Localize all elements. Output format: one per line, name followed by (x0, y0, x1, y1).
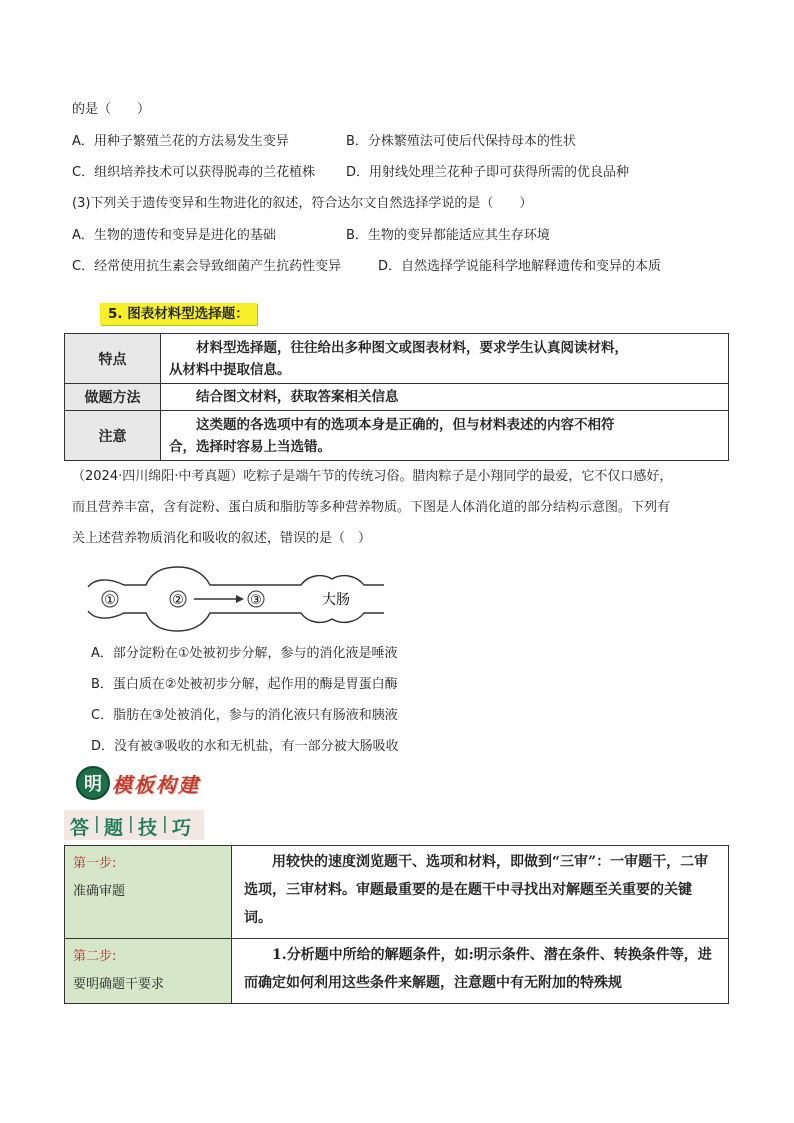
question-stem-tail: 的是（ ） (72, 102, 151, 117)
arrow-head (236, 595, 244, 603)
table-row (65, 384, 729, 411)
diagram-label-2: ② (172, 593, 184, 608)
table-row (65, 846, 729, 939)
step-text-body: 用较快的速度浏览题干、选项和材料，即做到“三审”：一审题干，二审选项，三审材料。审题最重要的是在题干中寻找出对解题至关重要的关键词。 (244, 854, 709, 926)
row-label: 注意 (65, 411, 161, 461)
step-name: 要明确题干要求 (73, 977, 165, 992)
sub-question-3: (3)下列关于遗传变异和生物进化的叙述，符合达尔文自然选择学说的是（ ） (72, 196, 533, 211)
tips-char: 巧 (172, 817, 192, 839)
row-text (161, 384, 729, 411)
diagram-label-large-intestine: 大肠 (322, 592, 350, 608)
option-b: B．分株繁殖法可使后代保持母本的性状 (346, 134, 576, 149)
step-number: 第二步: (73, 949, 117, 964)
tips-separator: | (162, 814, 168, 834)
tips-separator: | (94, 814, 100, 834)
row-text-line: 这类题的各选项中有的选项本身是正确的，但与材料表述的内容不相符 (196, 416, 615, 433)
tips-char: 题 (104, 817, 124, 839)
tips-char: 技 (138, 817, 158, 839)
row-text-line: 结合图文材料，获取答案相关信息 (196, 389, 399, 405)
section-heading: 5. 图表材料型选择题： (100, 303, 257, 325)
row-text-line: 合，选择时容易上当选错。 (169, 438, 331, 455)
example-stem-line: 而且营养丰富，含有淀粉、蛋白质和脂肪等多种营养物质。下图是人体消化道的部分结构示意图。下列有 (72, 500, 671, 515)
option-d: D．用射线处理兰花种子即可获得所需的优良品种 (346, 165, 630, 180)
option-d: D．自然选择学说能科学地解释遗传和变异的本质 (378, 259, 662, 274)
row-text (161, 411, 729, 461)
option-b: B．蛋白质在②处被初步分解，起作用的酶是胃蛋白酶 (91, 677, 398, 692)
option-d: D．没有被③吸收的水和无机盐，有一部分被大肠吸收 (91, 739, 399, 754)
option-c: C．脂肪在③处被消化，参与的消化液只有肠液和胰液 (91, 708, 398, 723)
diagram-label-1: ① (104, 593, 116, 608)
tips-char: 答 (70, 817, 90, 839)
row-label: 特点 (65, 334, 161, 384)
table-row (65, 939, 729, 1004)
option-c: C．组织培养技术可以获得脱毒的兰花植株 (72, 165, 316, 180)
row-label: 做题方法 (65, 384, 161, 411)
row-text (161, 334, 729, 384)
option-a: A．部分淀粉在①处被初步分解，参与的消化液是唾液 (91, 646, 398, 661)
row-text-line: 从材料中提取信息。 (169, 361, 291, 378)
row-text-line: 材料型选择题，往往给出多种图文或图表材料，要求学生认真阅读材料， (196, 339, 628, 356)
tips-heading (64, 810, 204, 840)
step-name: 准确审题 (73, 884, 126, 899)
step-number: 第一步: (73, 856, 117, 871)
step-label (65, 846, 232, 939)
steps-table (64, 845, 729, 1004)
option-a: A．用种子繁殖兰花的方法易发生变异 (72, 134, 289, 149)
option-c: C．经常使用抗生素会导致细菌产生抗药性变异 (72, 259, 342, 274)
table-row (65, 411, 729, 461)
tips-separator: | (128, 814, 134, 834)
feature-table (64, 333, 729, 461)
digestive-tract-diagram (86, 565, 386, 633)
example-stem-line: 关上述营养物质消化和吸收的叙述，错误的是（ ） (72, 531, 372, 546)
section-badge-icon: 明 (76, 766, 110, 800)
option-a: A．生物的遗传和变异是进化的基础 (72, 228, 276, 243)
banner-title: 模板构建 (112, 773, 200, 797)
step-text-body: 1.分析题中所给的解题条件，如:明示条件、潜在条件、转换条件等，进而确定如何利用这些条件来解题，注意题中有无附加的特殊规 (244, 947, 712, 991)
step-label (65, 939, 232, 1004)
step-text (232, 939, 729, 1004)
table-row (65, 334, 729, 384)
option-b: B．生物的变异都能适应其生存环境 (346, 228, 550, 243)
step-text (232, 846, 729, 939)
diagram-label-3: ③ (250, 593, 262, 608)
example-stem-line: （2024·四川绵阳·中考真题）吃粽子是端午节的传统习俗。腊肉粽子是小翔同学的最爱，它不仅口感好， (72, 469, 673, 484)
